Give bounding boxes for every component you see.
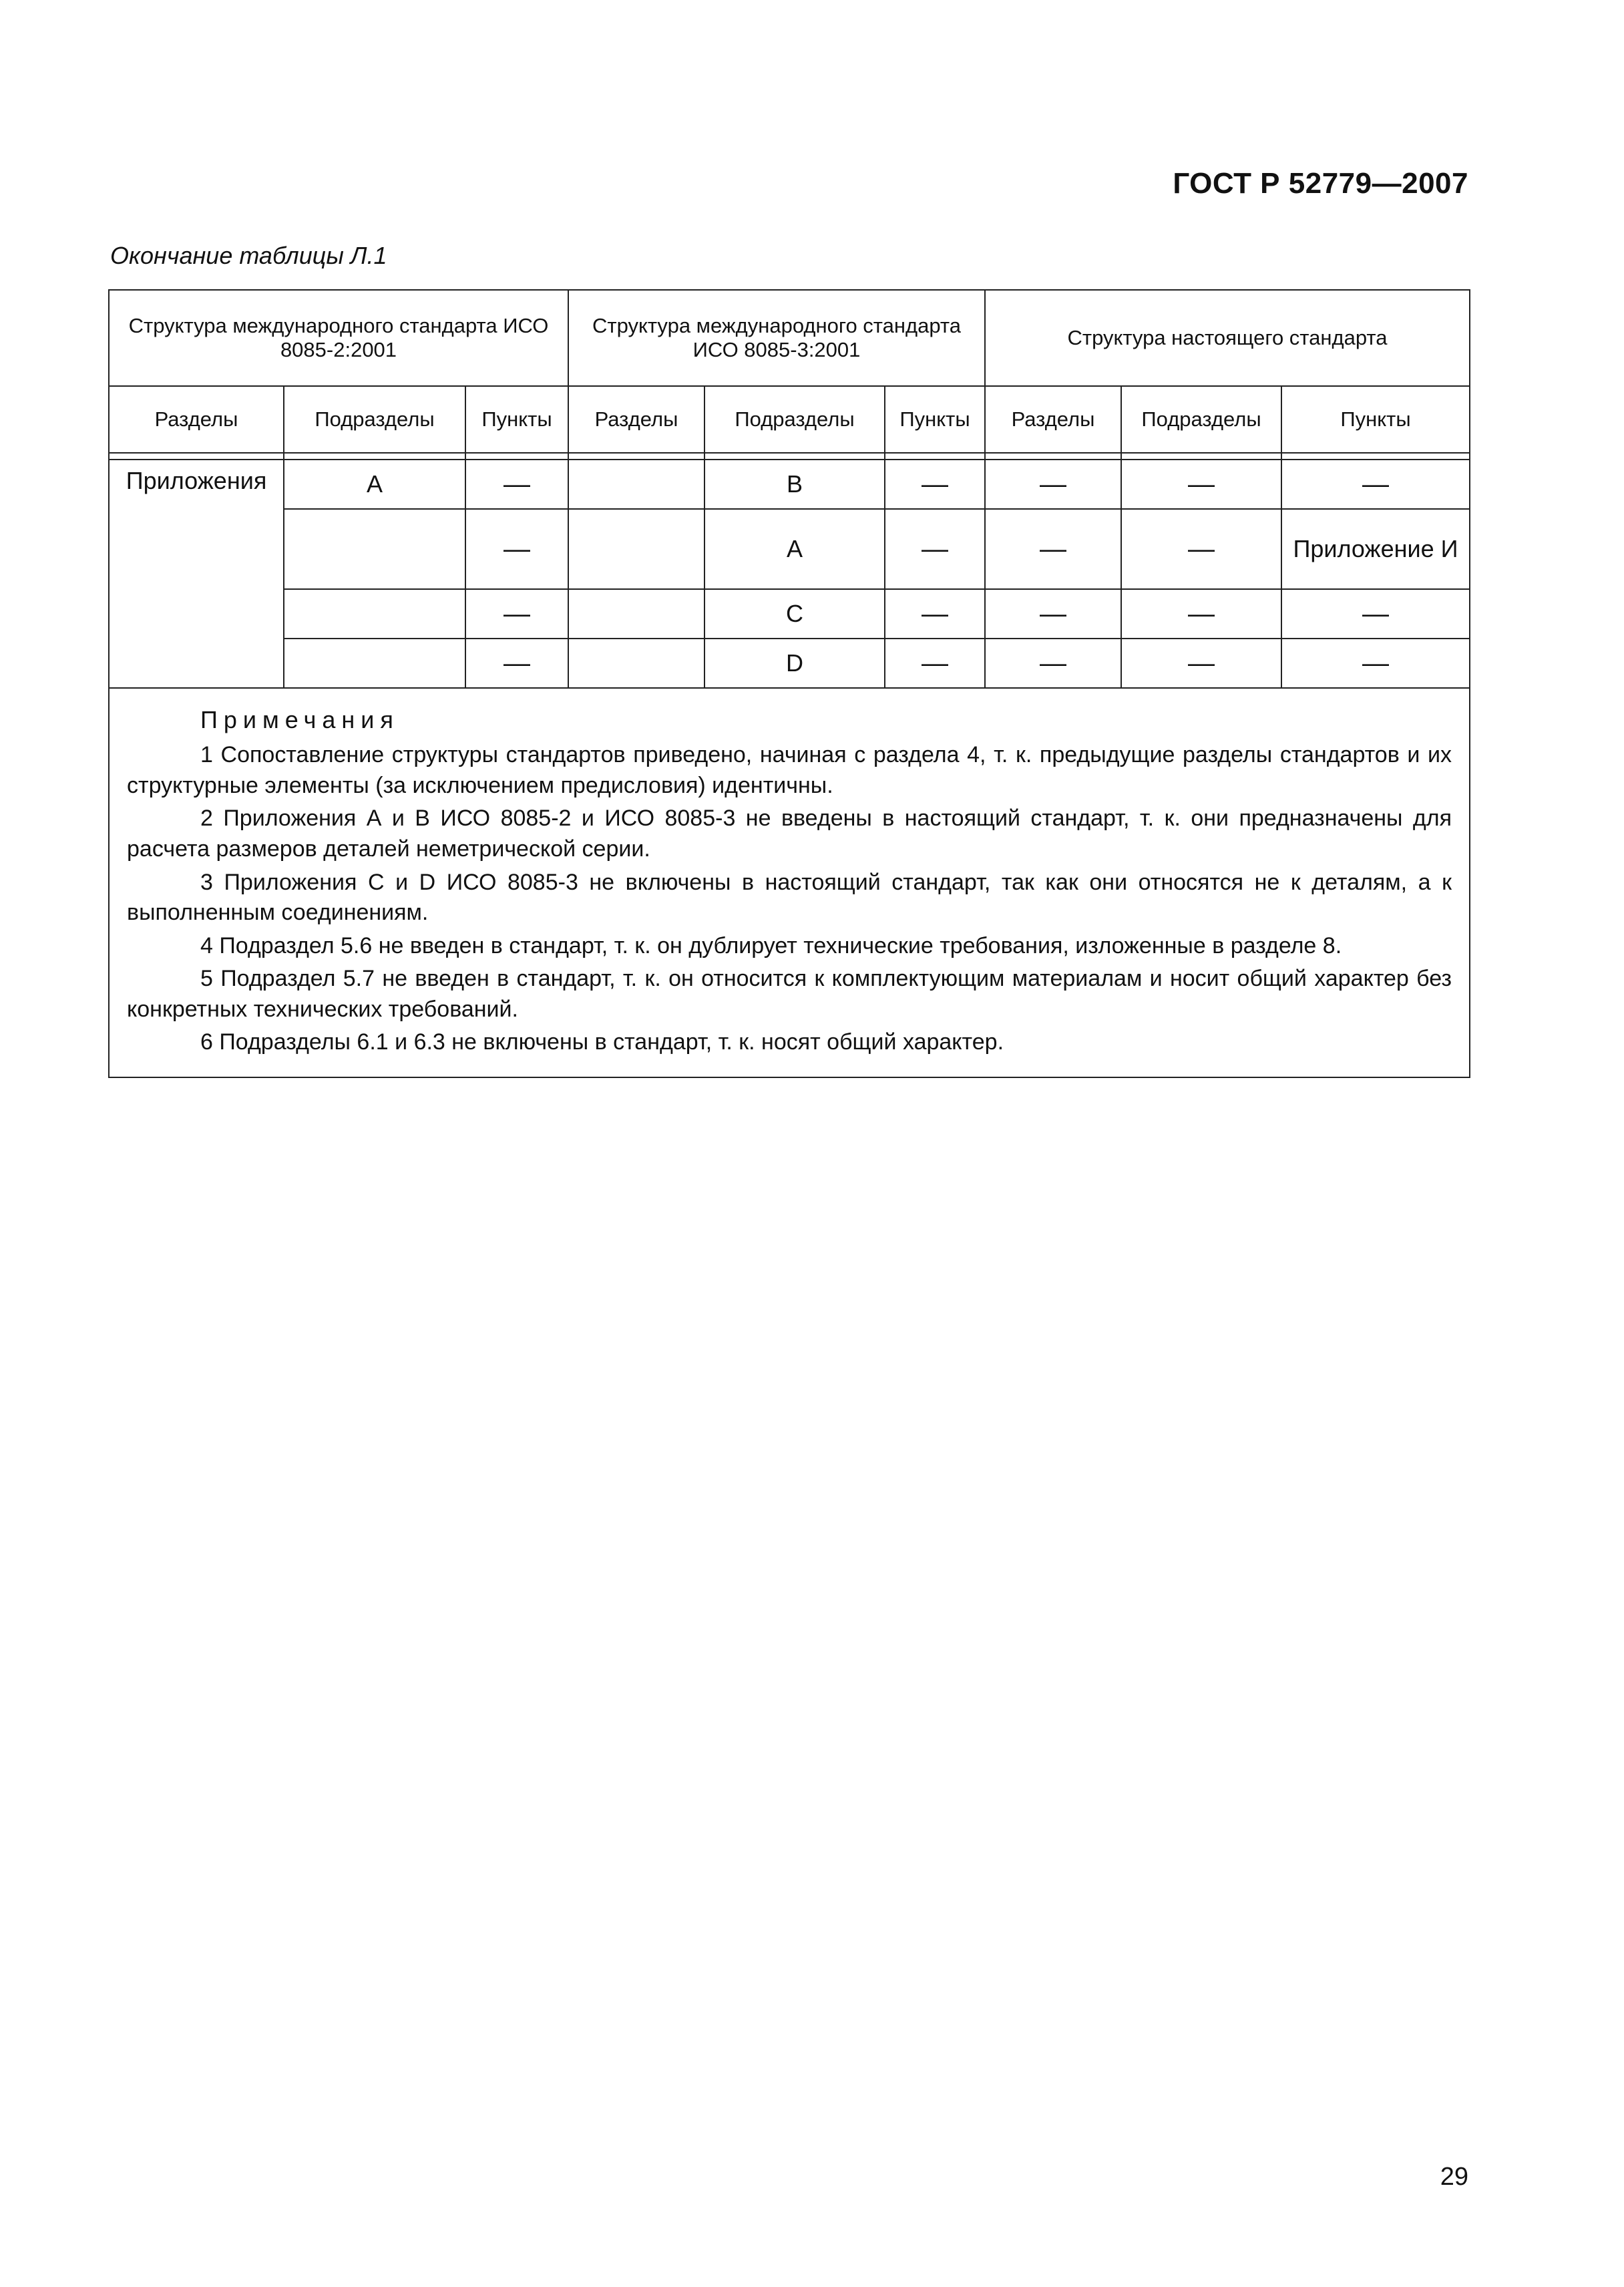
table-cell bbox=[568, 460, 704, 509]
table-cell bbox=[284, 639, 465, 688]
table-cell: — bbox=[985, 589, 1121, 639]
table-cell: А bbox=[704, 509, 885, 589]
subheader-cell: Разделы bbox=[109, 386, 284, 453]
table-row bbox=[109, 589, 1470, 639]
table-cell: — bbox=[885, 589, 985, 639]
table-cell: — bbox=[1121, 589, 1281, 639]
table-cell: D bbox=[704, 639, 885, 688]
table-caption: Окончание таблицы Л.1 bbox=[110, 242, 387, 269]
table-cell: — bbox=[465, 460, 568, 509]
table-cell bbox=[568, 639, 704, 688]
table-row bbox=[109, 460, 1470, 509]
table-cell: — bbox=[1121, 509, 1281, 589]
note-item: 3 Приложения С и D ИСО 8085-3 не включены в настоящий стандарт, так как они относятся не к деталям, а к выполненным соединениям. bbox=[127, 869, 1452, 926]
note-item: 1 Сопоставление структуры стандартов приведено, начиная с раздела 4, т. к. предыдущие разделы стандартов и их структурные элементы (за исключением предисловия) идентичны. bbox=[127, 742, 1452, 798]
subheader-cell: Разделы bbox=[568, 386, 704, 453]
table-row bbox=[109, 639, 1470, 688]
table-cell: В bbox=[704, 460, 885, 509]
table-cell: — bbox=[985, 509, 1121, 589]
notes-title: Примечания bbox=[200, 706, 399, 733]
table-row bbox=[109, 509, 1470, 589]
table-cell: — bbox=[885, 509, 985, 589]
table-cell: — bbox=[985, 639, 1121, 688]
table-cell bbox=[568, 509, 704, 589]
note-item: 4 Подраздел 5.6 не введен в стандарт, т. к. он дублирует технические требования, изложенные в разделе 8. bbox=[200, 932, 1342, 958]
subheader-cell: Пункты bbox=[465, 386, 568, 453]
subheader-cell: Подразделы bbox=[284, 386, 465, 453]
subheader-cell: Подразделы bbox=[704, 386, 885, 453]
table-cell bbox=[568, 589, 704, 639]
subheader-cell: Пункты bbox=[1281, 386, 1470, 453]
subheader-cell: Пункты bbox=[885, 386, 985, 453]
comparison-table bbox=[108, 289, 1470, 1078]
page-number: 29 bbox=[1440, 2163, 1468, 2191]
table-cell: — bbox=[465, 509, 568, 589]
table-cell: — bbox=[1121, 460, 1281, 509]
table-cell: — bbox=[885, 639, 985, 688]
table-cell: А bbox=[284, 460, 465, 509]
document-code: ГОСТ Р 52779—2007 bbox=[1173, 167, 1468, 200]
table-cell: — bbox=[465, 589, 568, 639]
table-cell bbox=[284, 509, 465, 589]
note-item: 6 Подразделы 6.1 и 6.3 не включены в стандарт, т. к. носят общий характер. bbox=[200, 1029, 1004, 1055]
section-label-cell: Приложения bbox=[109, 460, 284, 688]
table-cell: С bbox=[704, 589, 885, 639]
table-cell bbox=[284, 589, 465, 639]
table-cell: — bbox=[465, 639, 568, 688]
table-cell: — bbox=[1281, 460, 1470, 509]
group-header-iso-8085-3: Структура международного стандарта ИСО 8085-3:2001 bbox=[568, 290, 985, 386]
subheader-cell: Подразделы bbox=[1121, 386, 1281, 453]
group-header-this-standard: Структура настоящего стандарта bbox=[985, 290, 1470, 386]
table-cell: — bbox=[1121, 639, 1281, 688]
notes-row bbox=[109, 688, 1470, 1077]
table-cell: — bbox=[1281, 589, 1470, 639]
note-item: 2 Приложения А и В ИСО 8085-2 и ИСО 8085-3 не введены в настоящий стандарт, т. к. они предназначены для расчета размеров деталей неметрической серии. bbox=[127, 806, 1452, 862]
table-cell: — bbox=[1281, 639, 1470, 688]
note-item: 5 Подраздел 5.7 не введен в стандарт, т. к. он относится к комплектующим материалам и носит общий характер без конкретных технических требований. bbox=[127, 966, 1452, 1022]
table-cell: — bbox=[985, 460, 1121, 509]
notes-block bbox=[109, 688, 1470, 1077]
group-header-iso-8085-2: Структура международного стандарта ИСО 8085-2:2001 bbox=[109, 290, 568, 386]
subheader-cell: Разделы bbox=[985, 386, 1121, 453]
table-cell: Приложение И bbox=[1281, 509, 1470, 589]
table-cell: — bbox=[885, 460, 985, 509]
